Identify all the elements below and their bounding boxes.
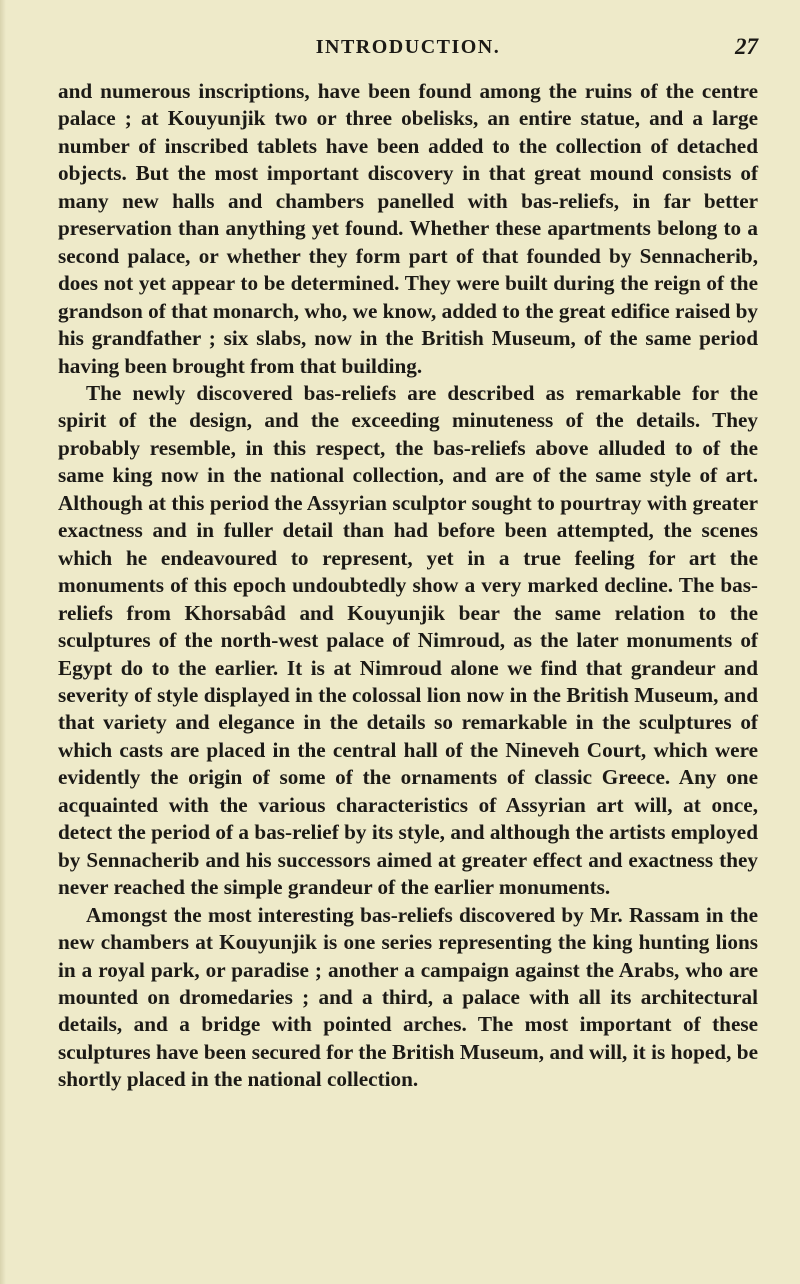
page-edge-shadow [0, 0, 6, 1284]
running-title: INTRODUCTION. [315, 36, 501, 58]
body-text [58, 78, 758, 1094]
running-head [58, 36, 758, 66]
paragraph: The newly discovered bas-reliefs are described as remarkable for the spirit of the design, and the exceeding minuteness of the details. They probably resemble, in this respect, the bas-reliefs above alluded to of the same king now in the national collection, and are of the same style of art. Although at this period the Assyrian sculptor sought to pourtray with greater exactness and in fuller detail than had before been attempted, the scenes which he endeavoured to represent, yet in a true feeling for art the monuments of this epoch undoubtedly show a very marked decline. The bas-reliefs from Khorsabâd and Kouyunjik bear the same relation to the sculptures of the north-west palace of Nimroud, as the later monuments of Egypt do to the earlier. It is at Nimroud alone we find that grandeur and severity of style displayed in the colossal lion now in the British Museum, and that variety and elegance in the details so remarkable in the sculptures of which casts are placed in the central hall of the Nineveh Court, which were evidently the origin of some of the ornaments of classic Greece. Any one acquainted with the various characteristics of Assyrian art will, at once, detect the period of a bas-relief by its style, and although the artists employed by Sennacherib and his successors aimed at greater effect and exactness they never reached the simple grandeur of the earlier monuments. [58, 380, 758, 900]
page-number: 27 [735, 34, 758, 59]
paragraph: Amongst the most interesting bas-reliefs discovered by Mr. Rassam in the new chambers at Kouyunjik is one series representing the king hunting lions in a royal park, or paradise ; another a campaign against the Arabs, who are mounted on dromedaries ; and a third, a palace with all its architectural details, and a bridge with pointed arches. The most important of these sculptures have been secured for the British Museum, and will, it is hoped, be shortly placed in the national collection. [58, 902, 758, 1092]
paragraph: and numerous inscriptions, have been found among the ruins of the centre palace ; at Kouyunjik two or three obelisks, an entire statue, and a large number of inscribed tablets have been added to the collection of detached objects. But the most important discovery in that great mound consists of many new halls and chambers panelled with bas-reliefs, in far better preservation than anything yet found. Whether these apartments belong to a second palace, or whether they form part of that founded by Sennacherib, does not yet appear to be determined. They were built during the reign of the grandson of that monarch, who, we know, added to the great edifice raised by his grandfather ; six slabs, now in the British Museum, of the same period having been brought from that building. [58, 79, 758, 378]
